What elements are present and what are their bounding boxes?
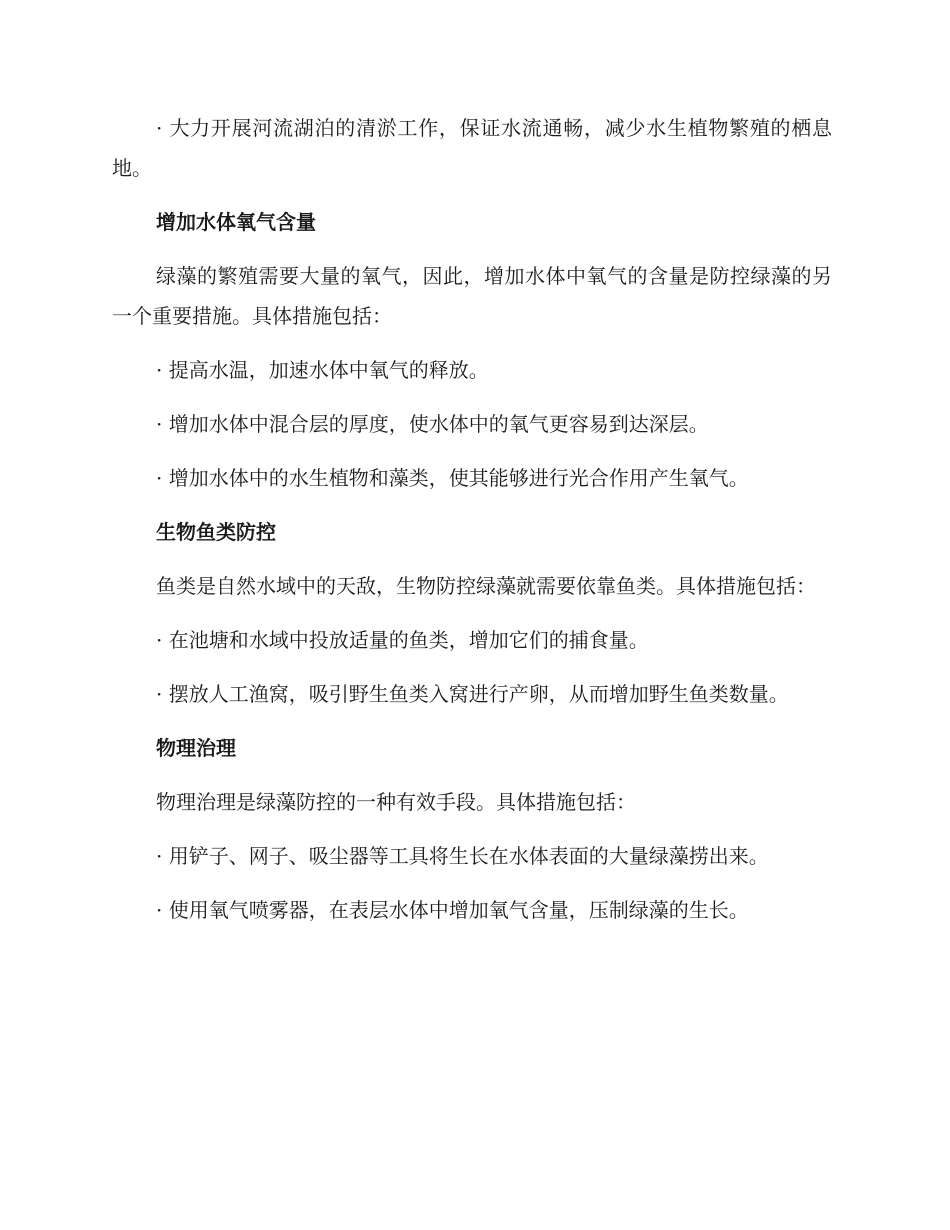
section-heading-physical: 物理治理 bbox=[156, 736, 236, 760]
bullet-raise-temperature: · 提高水温，加速水体中氧气的释放。 bbox=[156, 358, 489, 382]
paragraph-fish-intro: 鱼类是自然水域中的天敌，生物防控绿藻就需要依靠鱼类。具体措施包括： bbox=[156, 574, 816, 598]
document-body bbox=[112, 108, 832, 944]
section-heading-oxygen: 增加水体氧气含量 bbox=[156, 210, 316, 234]
bullet-mixing-layer: · 增加水体中混合层的厚度，使水体中的氧气更容易到达深层。 bbox=[156, 412, 709, 436]
bullet-dredging: · 大力开展河流湖泊的清淤工作，保证水流通畅，减少水生植物繁殖的栖息地。 bbox=[112, 116, 832, 180]
bullet-oxygen-sprayer: · 使用氧气喷雾器，在表层水体中增加氧气含量，压制绿藻的生长。 bbox=[156, 898, 749, 922]
bullet-artificial-nests: · 摆放人工渔窝，吸引野生鱼类入窝进行产卵，从而增加野生鱼类数量。 bbox=[156, 682, 789, 706]
paragraph-oxygen-intro: 绿藻的繁殖需要大量的氧气，因此，增加水体中氧气的含量是防控绿藻的另一个重要措施。具体措施包括： bbox=[112, 264, 832, 328]
paragraph-physical-intro: 物理治理是绿藻防控的一种有效手段。具体措施包括： bbox=[156, 790, 636, 814]
bullet-aquatic-plants: · 增加水体中的水生植物和藻类，使其能够进行光合作用产生氧气。 bbox=[156, 466, 749, 490]
bullet-stock-fish: · 在池塘和水域中投放适量的鱼类，增加它们的捕食量。 bbox=[156, 628, 649, 652]
section-heading-fish: 生物鱼类防控 bbox=[156, 520, 276, 544]
bullet-remove-algae: · 用铲子、网子、吸尘器等工具将生长在水体表面的大量绿藻捞出来。 bbox=[156, 844, 769, 868]
